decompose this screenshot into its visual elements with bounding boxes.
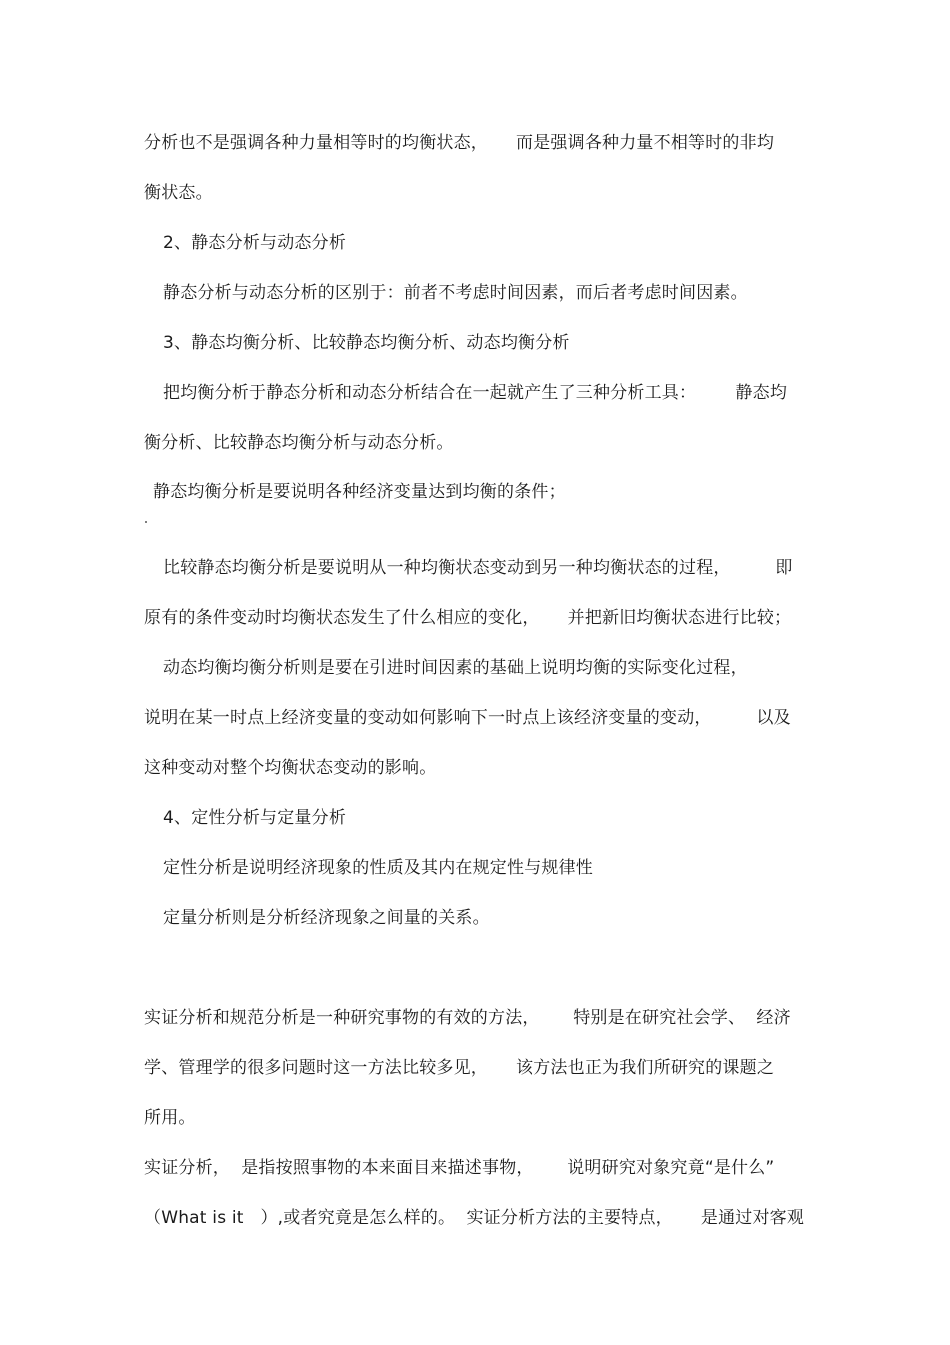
text-line-13: 这种变动对整个均衡状态变动的影响。 <box>144 758 437 778</box>
text-line-12: 说明在某一时点上经济变量的变动如何影响下一时点上该经济变量的变动， 以及 <box>144 708 791 728</box>
text-line-16: 定量分析则是分析经济现象之间量的关系。 <box>163 908 490 928</box>
text-line-17: 实证分析和规范分析是一种研究事物的有效的方法， 特别是在研究社会学、 经济 <box>144 1008 791 1028</box>
section-heading-2: 2、静态分析与动态分析 <box>163 233 347 253</box>
text-line-21: （What is it ）,或者究竟是怎么样的。 实证分析方法的主要特点， 是通过对客观 <box>144 1208 805 1228</box>
text-line-15: 定性分析是说明经济现象的性质及其内在规定性与规律性 <box>163 858 593 878</box>
section-heading-3: 3、静态均衡分析、比较静态均衡分析、动态均衡分析 <box>163 333 570 353</box>
text-line-18: 学、管理学的很多问题时这一方法比较多见， 该方法也正为我们所研究的课题之 <box>144 1058 775 1078</box>
text-line-2: 衡状态。 <box>144 183 213 203</box>
text-line-1: 分析也不是强调各种力量相等时的均衡状态， 而是强调各种力量不相等时的非均 <box>144 133 775 153</box>
text-line-19: 所用。 <box>144 1108 196 1128</box>
text-line-10: 原有的条件变动时均衡状态发生了什么相应的变化， 并把新旧均衡状态进行比较； <box>144 608 792 628</box>
text-line-9: 比较静态均衡分析是要说明从一种均衡状态变动到另一种均衡状态的过程， 即 <box>163 558 793 578</box>
text-line-11: 动态均衡均衡分析则是要在引进时间因素的基础上说明均衡的实际变化过程， <box>163 658 748 678</box>
text-line-20: 实证分析， 是指按照事物的本来面目来描述事物， 说明研究对象究竟“是什么” <box>144 1158 775 1178</box>
text-line-4: 静态分析与动态分析的区别于：前者不考虑时间因素，而后者考虑时间因素。 <box>163 283 748 303</box>
text-line-8: 静态均衡分析是要说明各种经济变量达到均衡的条件； <box>153 482 566 502</box>
stray-dot <box>145 521 147 523</box>
section-heading-4: 4、定性分析与定量分析 <box>163 808 347 828</box>
text-line-6: 把均衡分析于静态分析和动态分析结合在一起就产生了三种分析工具： 静态均 <box>163 383 788 403</box>
text-line-7: 衡分析、比较静态均衡分析与动态分析。 <box>144 433 454 453</box>
